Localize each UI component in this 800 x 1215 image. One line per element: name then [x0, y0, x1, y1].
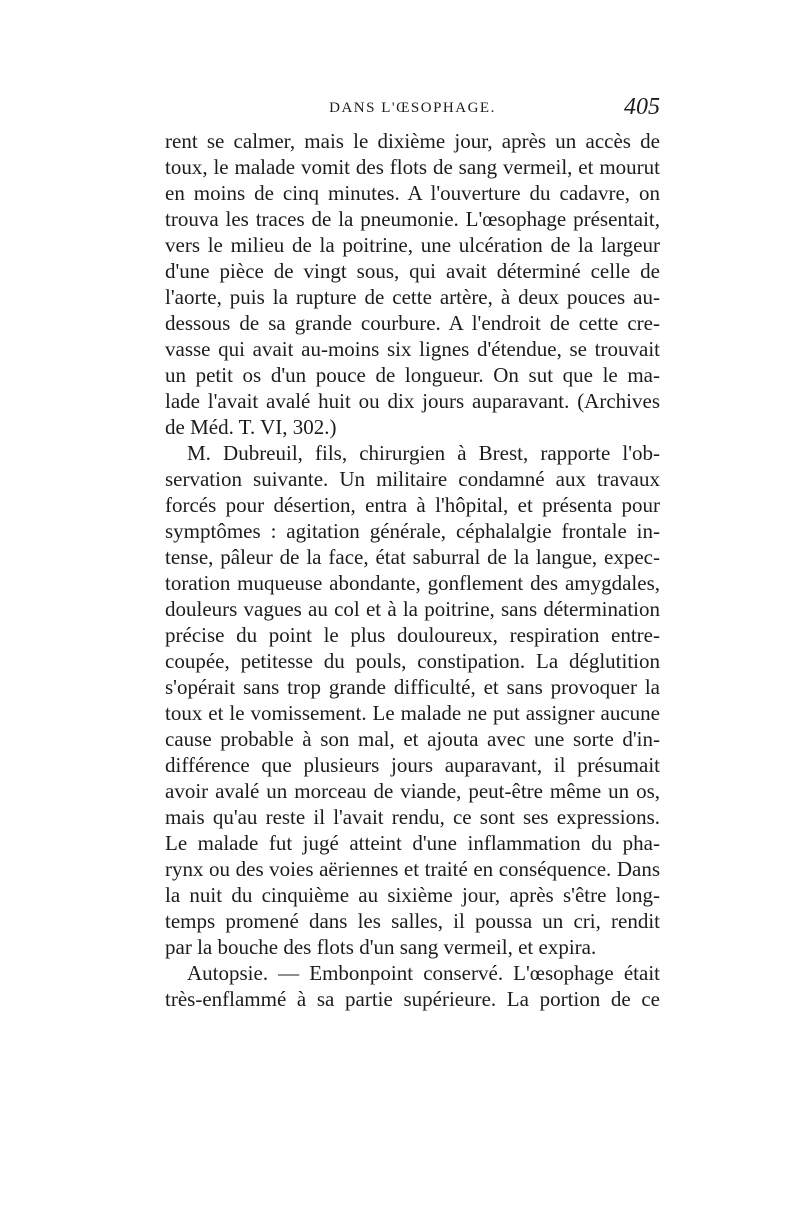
text-line: vers le milieu de la poitrine, une ulcération de la largeur: [165, 233, 660, 257]
page-number: 405: [624, 94, 660, 120]
text-line: s'opérait sans trop grande difficulté, et sans provoquer la: [165, 675, 660, 699]
text-line: d'une pièce de vingt sous, qui avait déterminé celle de: [165, 259, 660, 283]
text-line: Autopsie. — Embonpoint conservé. L'œsophage était: [187, 961, 660, 985]
running-head: [165, 96, 660, 126]
text-line: rent se calmer, mais le dixième jour, après un accès de: [165, 129, 660, 153]
text-line: mais qu'au reste il l'avait rendu, ce sont ses expressions.: [165, 805, 660, 829]
text-line: cause probable à son mal, et ajouta avec une sorte d'in-: [165, 727, 660, 751]
text-line: M. Dubreuil, fils, chirurgien à Brest, rapporte l'ob-: [187, 441, 660, 465]
text-line: coupée, petitesse du pouls, constipation. La déglutition: [165, 649, 660, 673]
text-line: en moins de cinq minutes. A l'ouverture du cadavre, on: [165, 181, 660, 205]
text-line: toux et le vomissement. Le malade ne put assigner aucune: [165, 701, 660, 725]
text-line: symptômes : agitation générale, céphalalgie frontale in-: [165, 519, 660, 543]
body-text: [165, 128, 660, 1012]
text-line: forcés pour désertion, entra à l'hôpital, et présenta pour: [165, 493, 660, 517]
text-line: vasse qui avait au-moins six lignes d'étendue, se trouvait: [165, 337, 660, 361]
text-line: par la bouche des flots d'un sang vermeil, et expira.: [165, 935, 597, 959]
text-line: de Méd. T. VI, 302.): [165, 415, 337, 439]
text-line: l'aorte, puis la rupture de cette artère, à deux pouces au-: [165, 285, 660, 309]
text-line: la nuit du cinquième au sixième jour, après s'être long-: [165, 883, 660, 907]
text-line: douleurs vagues au col et à la poitrine, sans détermination: [165, 597, 660, 621]
text-line: trouva les traces de la pneumonie. L'œsophage présentait,: [165, 207, 660, 231]
text-line: tense, pâleur de la face, état saburral de la langue, expec-: [165, 545, 660, 569]
text-line: temps promené dans les salles, il poussa un cri, rendit: [165, 909, 660, 933]
text-line: précise du point le plus douloureux, respiration entre-: [165, 623, 660, 647]
running-title: DANS L'ŒSOPHAGE.: [329, 100, 496, 116]
text-line: avoir avalé un morceau de viande, peut-être même un os,: [165, 779, 660, 803]
text-line: servation suivante. Un militaire condamné aux travaux: [165, 467, 660, 491]
text-line: toration muqueuse abondante, gonflement des amygdales,: [165, 571, 660, 595]
text-line: Le malade fut jugé atteint d'une inflammation du pha-: [165, 831, 660, 855]
text-line: dessous de sa grande courbure. A l'endroit de cette cre-: [165, 311, 660, 335]
text-line: différence que plusieurs jours auparavant, il présumait: [165, 753, 660, 777]
text-line: toux, le malade vomit des flots de sang vermeil, et mourut: [165, 155, 660, 179]
text-line: lade l'avait avalé huit ou dix jours auparavant. (Archives: [165, 389, 660, 413]
text-line: rynx ou des voies aëriennes et traité en conséquence. Dans: [165, 857, 660, 881]
text-line: un petit os d'un pouce de longueur. On sut que le ma-: [165, 363, 660, 387]
text-line: très-enflammé à sa partie supérieure. La portion de ce: [165, 987, 660, 1011]
